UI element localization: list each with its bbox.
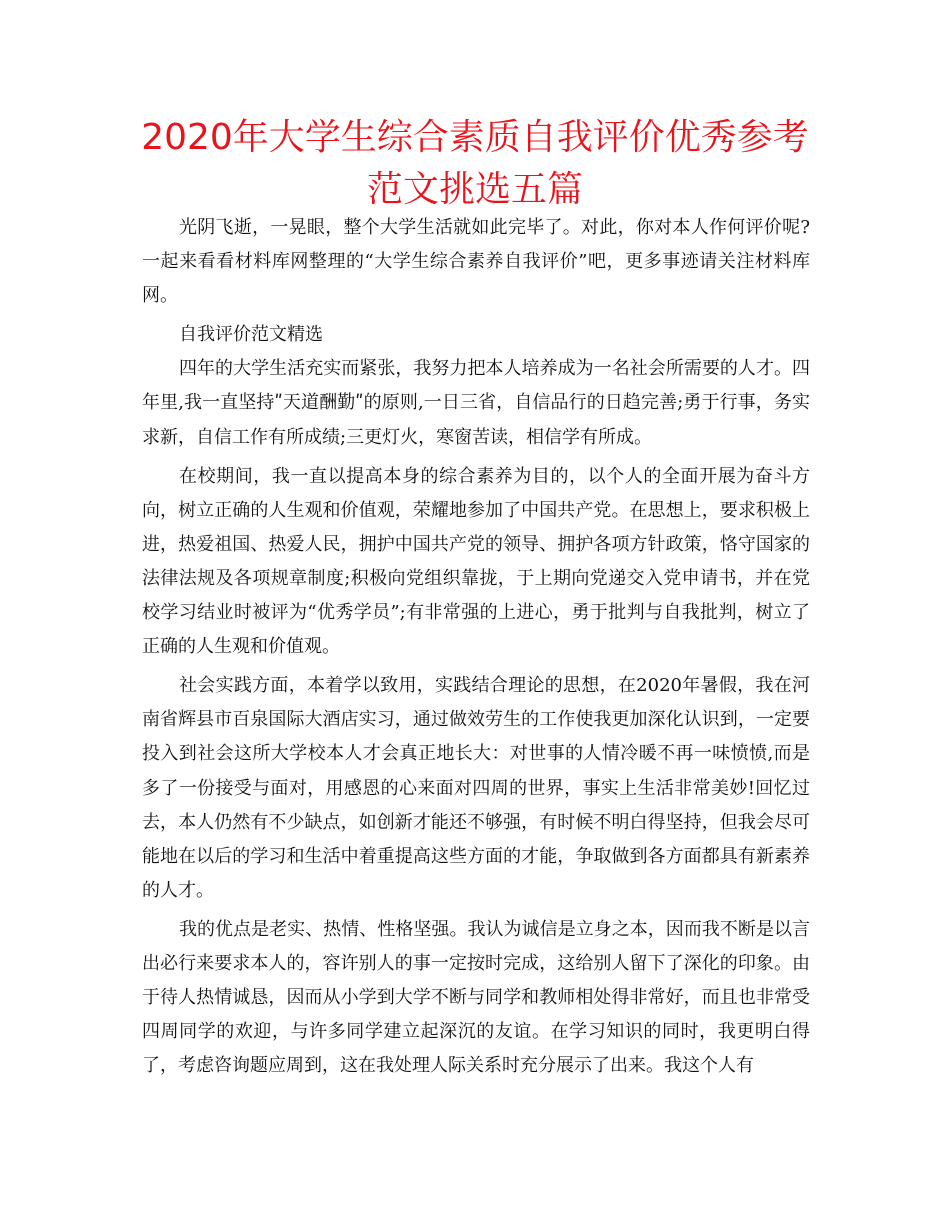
- title-line-1: 2020年大学生综合素质自我评价优秀参考: [141, 117, 809, 158]
- body-paragraph: 在校期间，我一直以提高本身的综合素养为目的，以个人的全面开展为奋斗方向，树立正确的人生观和价值观，荣耀地参加了中国共产党。在思想上，要求积极上进，热爱祖国、热爱人民，拥护中国共产党的领导、拥护各项方针政策，恪守国家的法律法规及各项规章制度;积极向党组织靠拢，于上期向党递交入党申请书，并在党校学习结业时被评为“优秀学员”;有非常强的上进心，勇于批判与自我批判，树立了正确的人生观和价值观。: [142, 465, 810, 658]
- document-title: [120, 112, 830, 216]
- section-heading: 自我评价范文精选: [179, 324, 323, 346]
- body-paragraph: 四年的大学生活充实而紧张，我努力把本人培养成为一名社会所需要的人才。四年里,我一直坚持ʺ天道酬勤ʺ的原则,一日三省，自信品行的日趋完善;勇于行事，务实求新，自信工作有所成绩;三更灯火，寒窗苦读，相信学有所成。: [142, 358, 810, 448]
- title-line-2: 范文挑选五篇: [366, 169, 583, 210]
- intro-paragraph: 光阴飞逝，一晃眼，整个大学生活就如此完毕了。对此，你对本人作何评价呢?一起来看看材料库网整理的“大学生综合素养自我评价”吧，更多事迹请关注材料库网。: [142, 217, 810, 307]
- document-body: [142, 211, 810, 1083]
- body-paragraph: 我的优点是老实、热情、性格坚强。我认为诚信是立身之本，因而我不断是以言出必行来要求本人的，容许别人的事一定按时完成，这给别人留下了深化的印象。由于待人热情诚恳，因而从小学到大学不断与同学和教师相处得非常好，而且也非常受四周同学的欢迎，与许多同学建立起深沉的友谊。在学习知识的同时，我更明白得了，考虑咨询题应周到，这在我处理人际关系时充分展示了出来。我这个人有: [142, 918, 810, 1077]
- body-paragraph: 社会实践方面，本着学以致用，实践结合理论的思想，在2020年暑假，我在河南省辉县市百泉国际大酒店实习，通过做效劳生的工作使我更加深化认识到，一定要投入到社会这所大学校本人才会真正地长大：对世事的人情冷暖不再一味愤愤,而是多了一份接受与面对，用感恩的心来面对四周的世界，事实上生活非常美妙!回忆过去，本人仍然有不少缺点，如创新才能还不够强，有时候不明白得坚持，但我会尽可能地在以后的学习和生活中着重提高这些方面的才能，争取做到各方面都具有新素养的人才。: [142, 675, 810, 901]
